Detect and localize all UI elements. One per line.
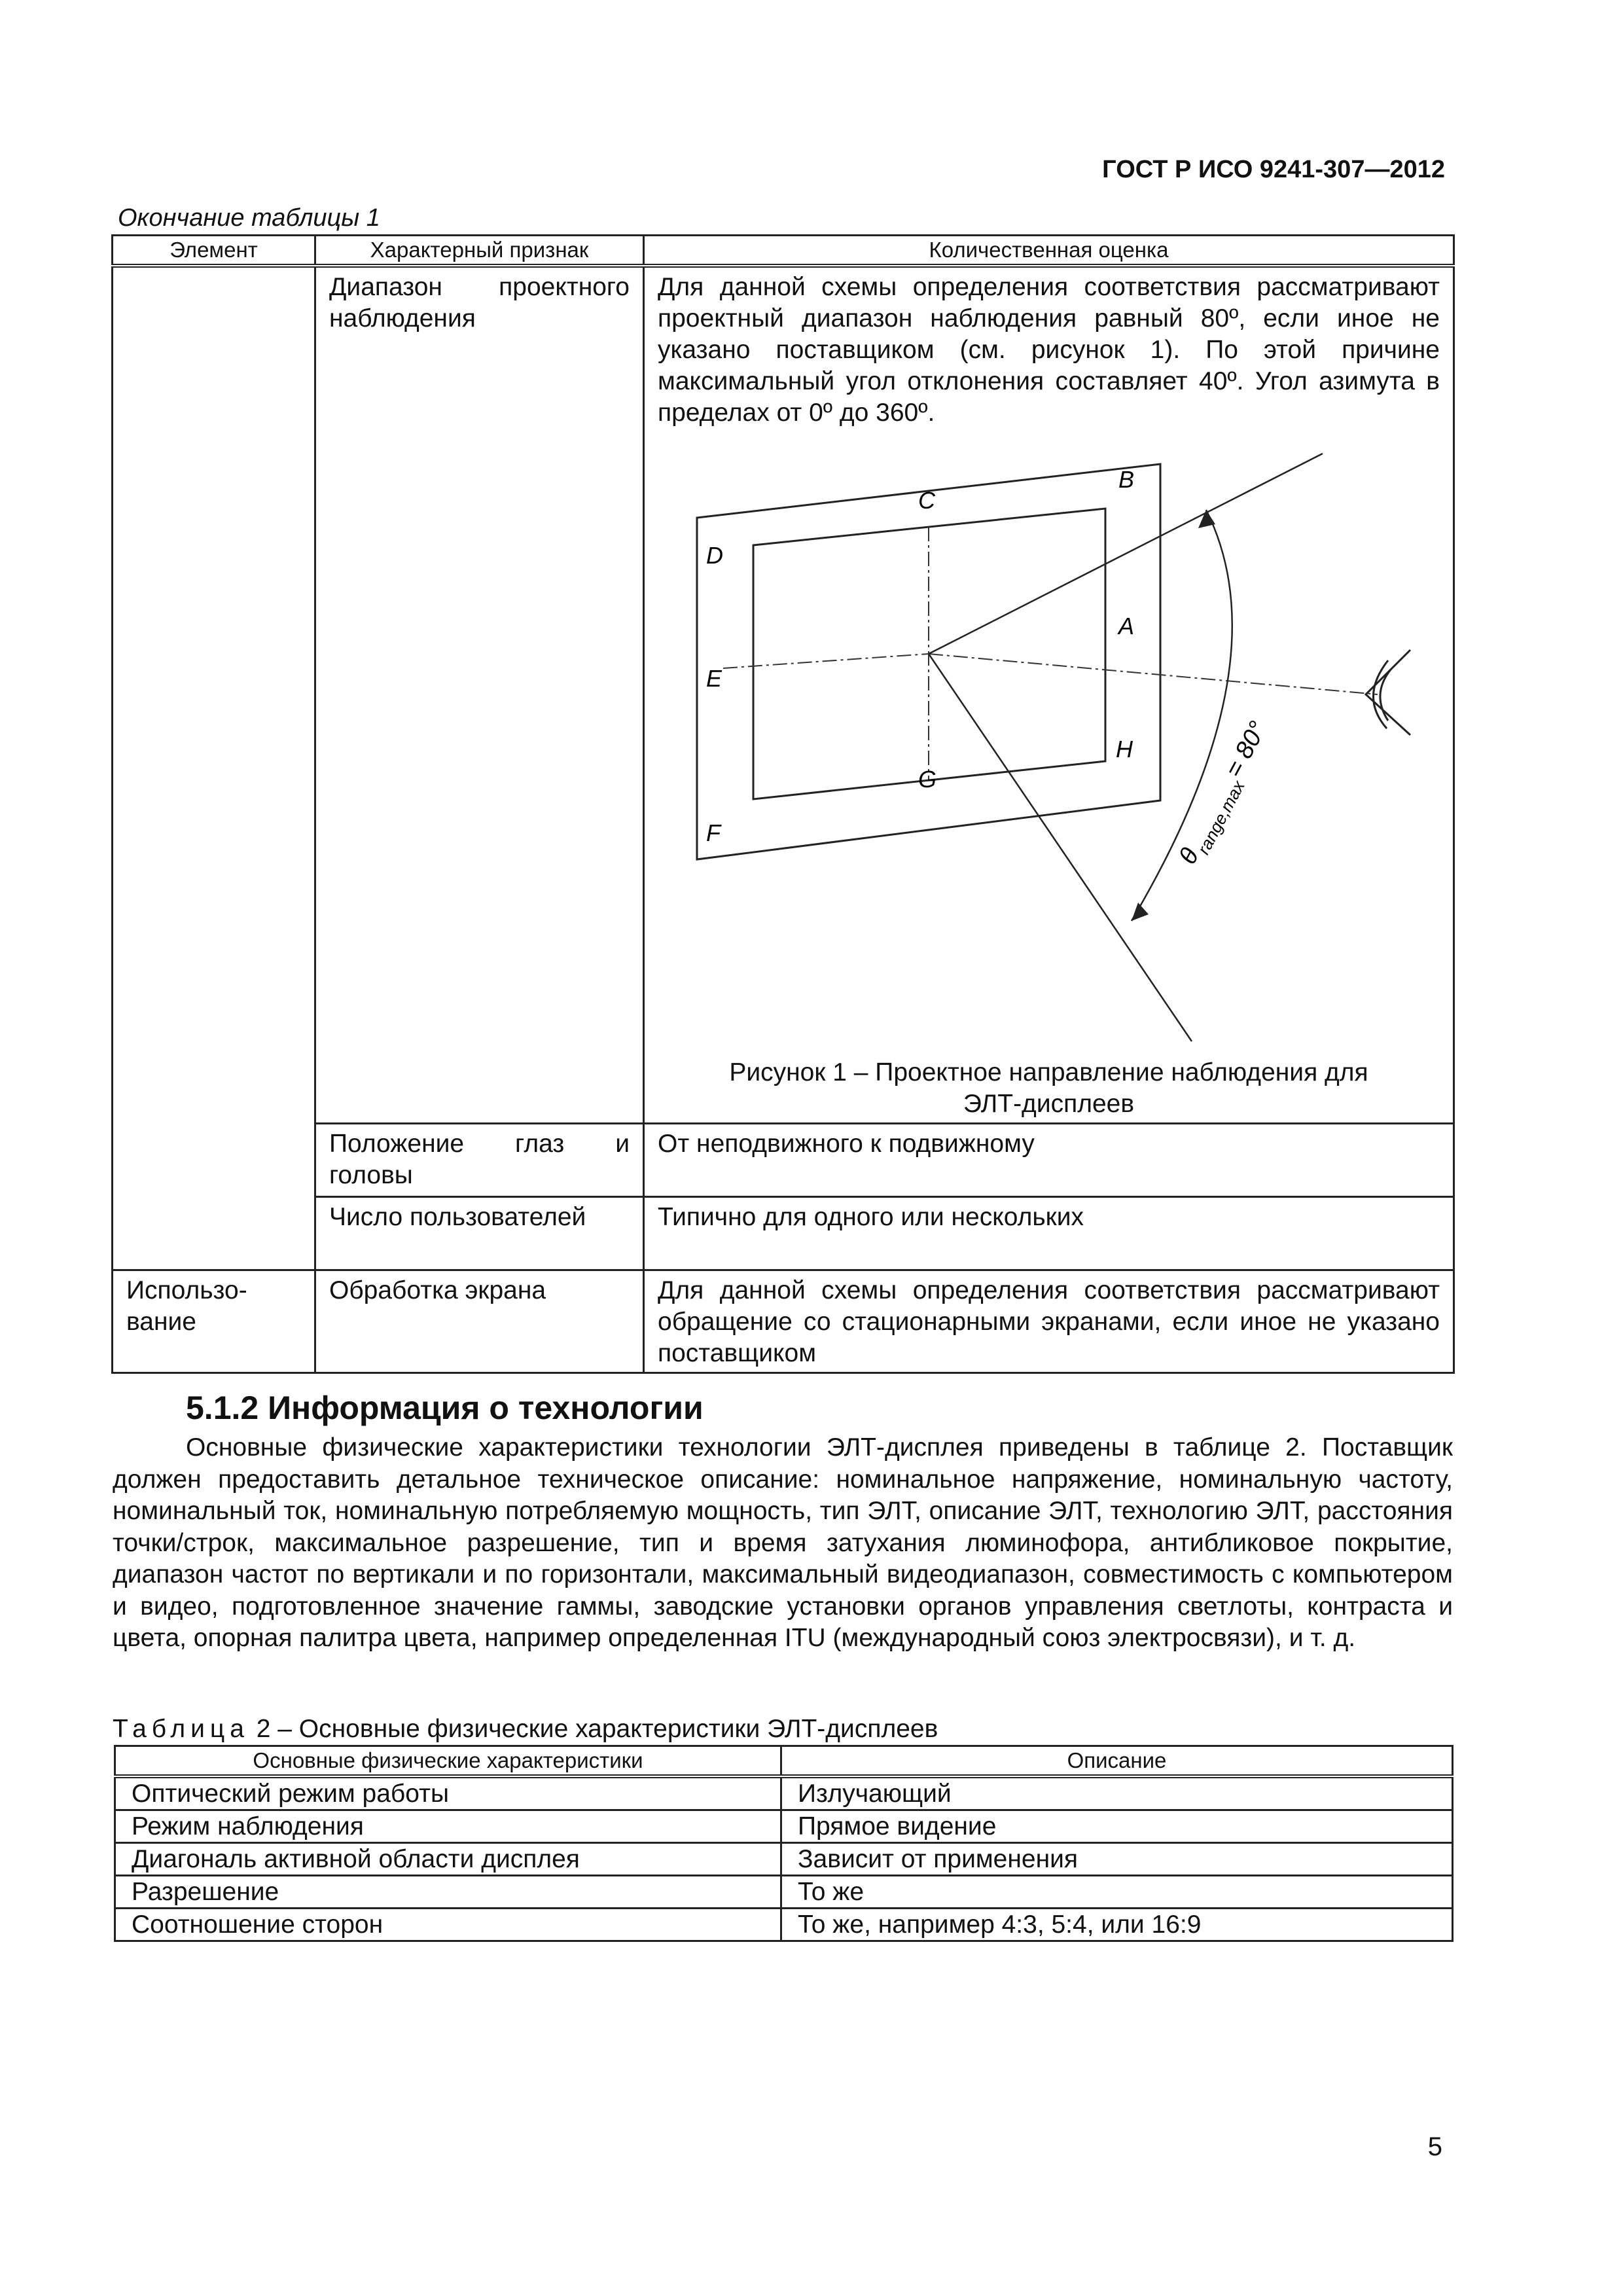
table2-cell: Оптический режим работы [115, 1776, 781, 1810]
table2-header-row [115, 1746, 1453, 1777]
label-A: A [1118, 613, 1135, 639]
label-E: E [706, 665, 722, 692]
table1 [111, 234, 1455, 1374]
table-row [113, 266, 1454, 1124]
label-B: B [1118, 466, 1135, 493]
table2-cell: То же, например 4:3, 5:4, или 16:9 [781, 1909, 1453, 1941]
page-number: 5 [1427, 2132, 1442, 2161]
table1-feature-cell: Положение глаз и головы [315, 1124, 644, 1197]
table1-estimate-cell: От неподвижного к подвижному [644, 1124, 1454, 1197]
figure-1 [658, 440, 1440, 1050]
angle-label [1174, 717, 1277, 871]
figure-1-caption: Рисунок 1 – Проектное направление наблюдения для ЭЛТ-дисплеев [729, 1058, 1368, 1118]
lower-ray [929, 654, 1192, 1041]
arc-arrow-bottom [1132, 903, 1149, 921]
section-paragraph: Основные физические характеристики технологии ЭЛТ-дисплея приведены в таблице 2. Поставщик должен предоставить детальное техническое описание: номинальное напряжение, номинальную частоту, номинальный ток, номинальную потребляемую мощность, тип ЭЛТ, описание ЭЛТ, технологию ЭЛТ, расстояния точки/строк, максимальное разрешение, тип и время затухания люминофора, антибликовое покрытие, диапазон частот по вертикали и по горизонтали, максимальный видеодиапазон, совместимость с компьютером и видео, подготовленное значение гаммы, заводские установки органов управления светлоты, контраста и цвета, опорная палитра цвета, например определенная ITU (международный союз электросвязи), и т. д. [113, 1433, 1453, 1652]
table1-col-element: Элемент [113, 236, 315, 266]
table-row [115, 1810, 1453, 1843]
table2-title: Таблица 2 – Основные физические характеристики ЭЛТ-дисплеев [113, 1715, 938, 1743]
table1-col-feature: Характерный признак [315, 236, 644, 266]
label-H: H [1116, 736, 1133, 762]
table1-feature-cell: Диапазон проектного наблюдения [315, 266, 644, 1124]
table2-cell: Излучающий [781, 1776, 1453, 1810]
table1-col-estimate: Количественная оценка [644, 236, 1454, 266]
table1-header-row [113, 236, 1454, 266]
table2-cell: Режим наблюдения [115, 1810, 781, 1843]
table1-estimate-cell: Для данной схемы определения соответствия рассматривают обращение со стационарными экранами, если иное не указано поставщиком [644, 1270, 1454, 1373]
table-row [115, 1843, 1453, 1876]
table-row [115, 1909, 1453, 1941]
table-row [113, 1270, 1454, 1373]
table1-element-cell: Использо- вание [113, 1270, 315, 1373]
table-row [115, 1776, 1453, 1810]
table1-estimate-text: Для данной схемы определения соответствия рассматривают проектный диапазон наблюдения равный 80º, если иное не указано поставщиком (см. рисунок 1). По этой причине максимальный угол отклонения составляет 40º. Угол азимута в пределах от 0º до 360º. [658, 273, 1440, 427]
eye-icon [1366, 650, 1410, 735]
label-D: D [706, 542, 723, 569]
document-header: ГОСТ Р ИСО 9241-307—2012 [1102, 156, 1445, 183]
table1-estimate-cell [644, 266, 1454, 1124]
table2-cell: Прямое видение [781, 1810, 1453, 1843]
label-G: G [918, 766, 937, 793]
table1-element-cell [113, 266, 315, 1270]
svg-text:= 80°: = 80° [1220, 717, 1272, 782]
table2-col-description: Описание [781, 1746, 1453, 1777]
table-row [115, 1876, 1453, 1909]
label-F: F [706, 819, 721, 846]
table1-estimate-cell: Типично для одного или нескольких [644, 1197, 1454, 1270]
table2-col-characteristic: Основные физические характеристики [115, 1746, 781, 1777]
table1-continuation-label: Окончание таблицы 1 [118, 204, 380, 232]
table2-cell: Диагональ активной области дисплея [115, 1843, 781, 1876]
line-of-sight [929, 654, 1378, 694]
label-C: C [918, 487, 935, 514]
figure-1-diagram [658, 440, 1442, 1043]
svg-text:θ: θ [1173, 844, 1205, 869]
section-heading: 5.1.2 Информация о технологии [186, 1390, 704, 1426]
table2-cell: Соотношение сторон [115, 1909, 781, 1941]
svg-text:range,max: range,max [1193, 777, 1249, 858]
table2-cell: То же [781, 1876, 1453, 1909]
table1-feature-cell: Число пользователей [315, 1197, 644, 1270]
table2 [114, 1745, 1454, 1942]
table2-cell: Зависит от применения [781, 1843, 1453, 1876]
table2-cell: Разрешение [115, 1876, 781, 1909]
table1-feature-cell: Обработка экрана [315, 1270, 644, 1373]
